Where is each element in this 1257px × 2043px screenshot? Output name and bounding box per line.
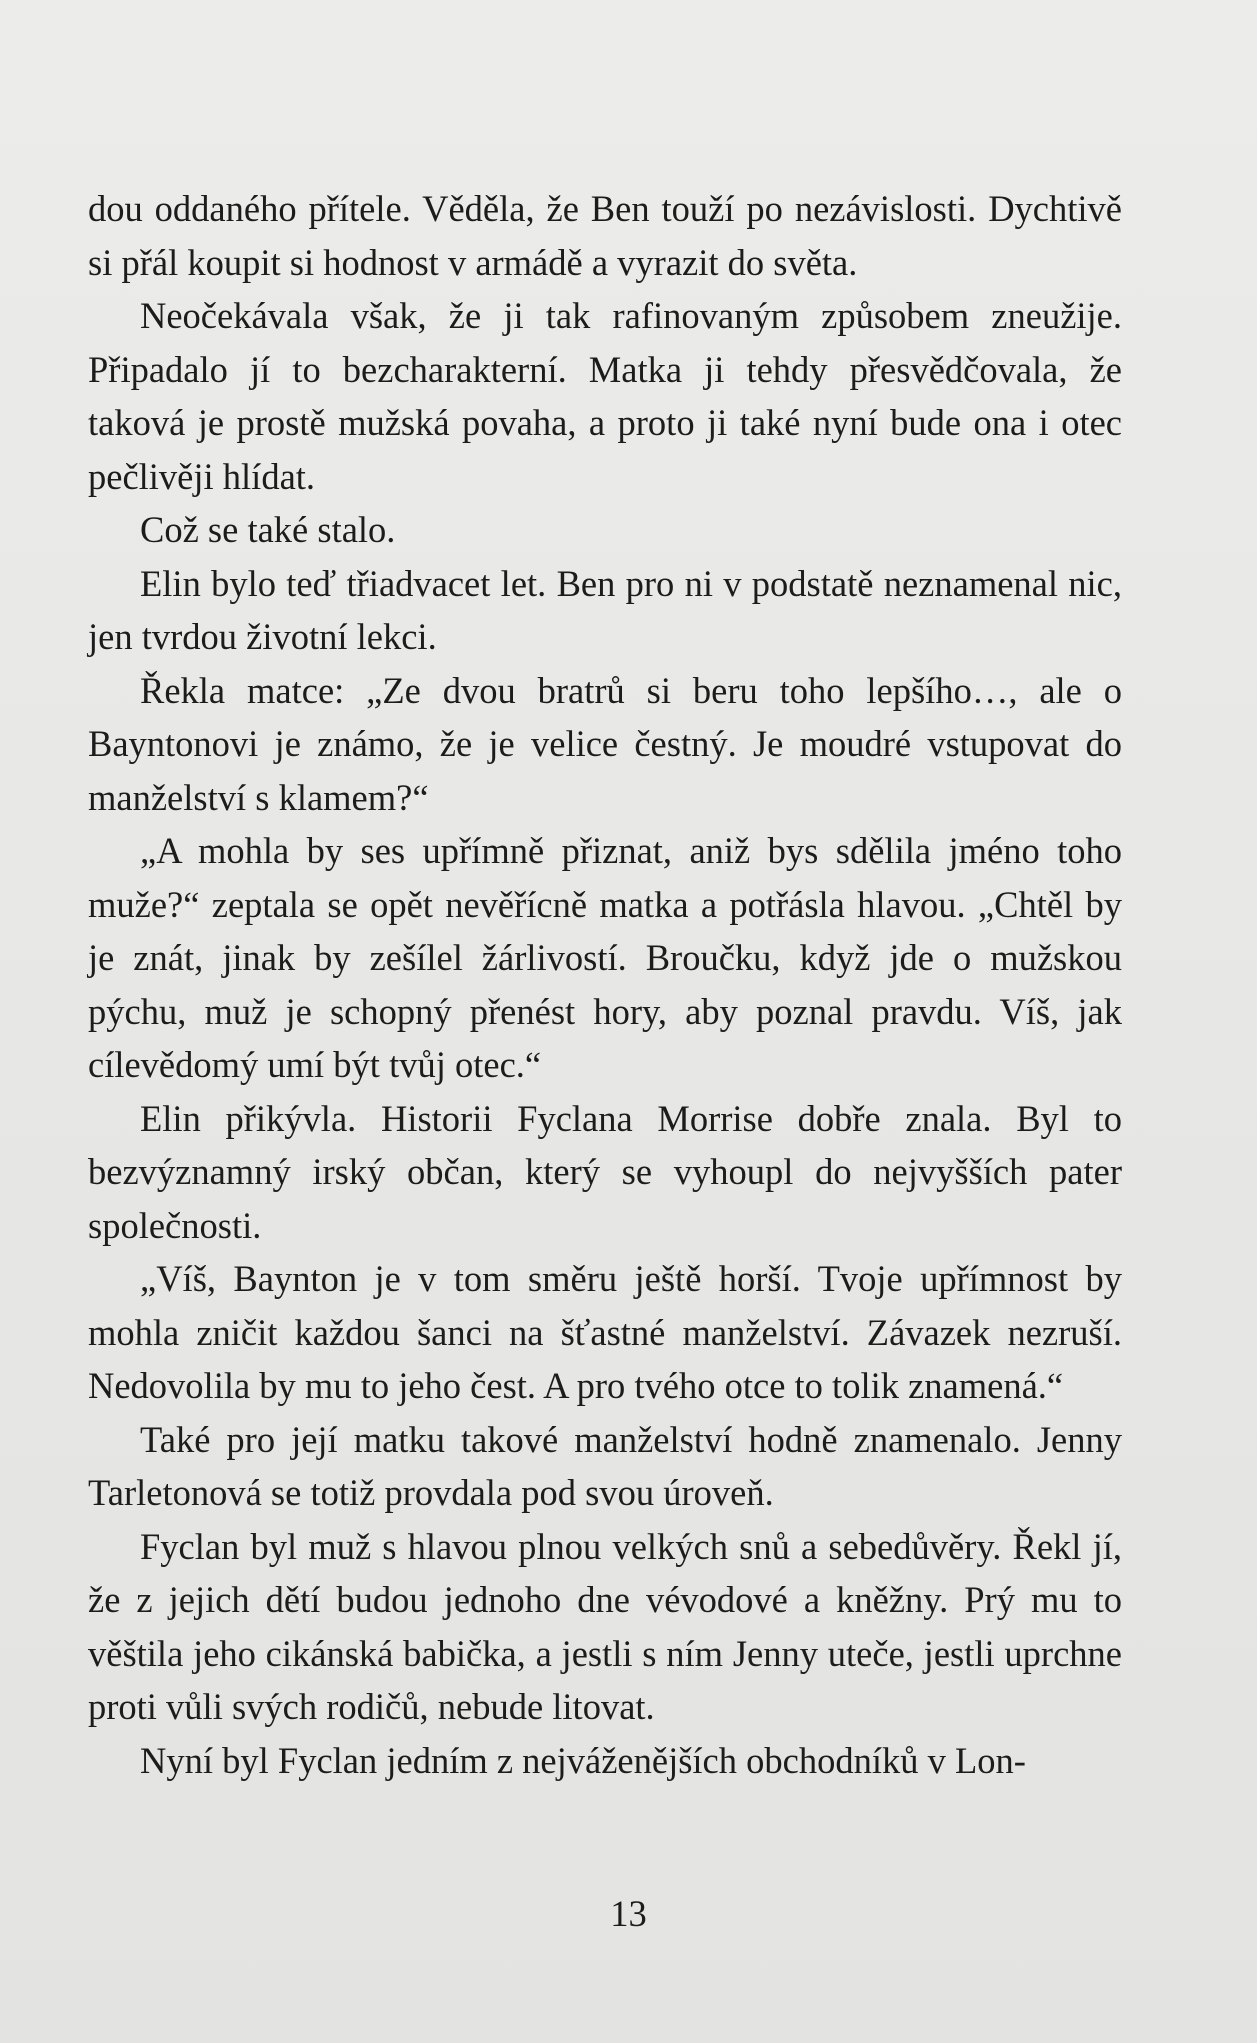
paragraph: Také pro její matku takové manželství hodně znamenalo. Jenny Tarletonová se totiž provdala pod svou úroveň.	[88, 1418, 1122, 1513]
paragraph: dou oddaného přítele. Věděla, že Ben touží po nezávislosti. Dychtivě si přál koupit si hodnost v armádě a vyrazit do světa.	[88, 188, 1122, 283]
body-text	[88, 182, 1122, 1787]
paragraph: Řekla matce: „Ze dvou bratrů si beru toho lepšího…, ale o Bayntonovi je známo, že je velice čestný. Je moudré vstupovat do manželství s klamem?“	[88, 669, 1122, 818]
paragraph: Nyní byl Fyclan jedním z nejváženějších obchodníků v Lon-	[140, 1739, 1026, 1781]
paragraph: Neočekávala však, že ji tak rafinovaným způsobem zneužije. Připadalo jí to bezcharakterní. Matka ji tehdy přesvědčovala, že taková je prostě mužská povaha, a proto ji také nyní bude ona i otec pečlivěji hlídat.	[88, 295, 1122, 497]
paragraph: Fyclan byl muž s hlavou plnou velkých snů a sebedůvěry. Řekl jí, že z jejich dětí budou jednoho dne vévodové a kněžny. Prý mu to věštila jeho cikánská babička, a jestli s ním Jenny uteče, jestli uprchne proti vůli svých rodičů, nebude litovat.	[88, 1525, 1122, 1727]
paragraph: „A mohla by ses upřímně přiznat, aniž bys sdělila jméno toho muže?“ zeptala se opět nevěřícně matka a potřásla hlavou. „Chtěl by je znát, jinak by zešílel žárlivostí. Broučku, když jde o mužskou pýchu, muž je schopný přenést hory, aby poznal pravdu. Víš, jak cílevědomý umí být tvůj otec.“	[88, 830, 1122, 1085]
paragraph: Což se také stalo.	[140, 509, 396, 550]
page-number: 13	[610, 1893, 647, 1934]
paragraph: „Víš, Baynton je v tom směru ještě horší. Tvoje upřímnost by mohla zničit každou šanci na šťastné manželství. Závazek nezruší. Nedovolila by mu to jeho čest. A pro tvého otce to tolik znamená.“	[88, 1258, 1122, 1406]
paragraph: Elin přikývla. Historii Fyclana Morrise dobře znala. Byl to bezvýznamný irský občan, který se vyhoupl do nejvyšších pater společnosti.	[88, 1097, 1122, 1246]
paragraph: Elin bylo teď třiadvacet let. Ben pro ni v podstatě neznamenal nic, jen tvrdou životní lekci.	[88, 562, 1122, 657]
